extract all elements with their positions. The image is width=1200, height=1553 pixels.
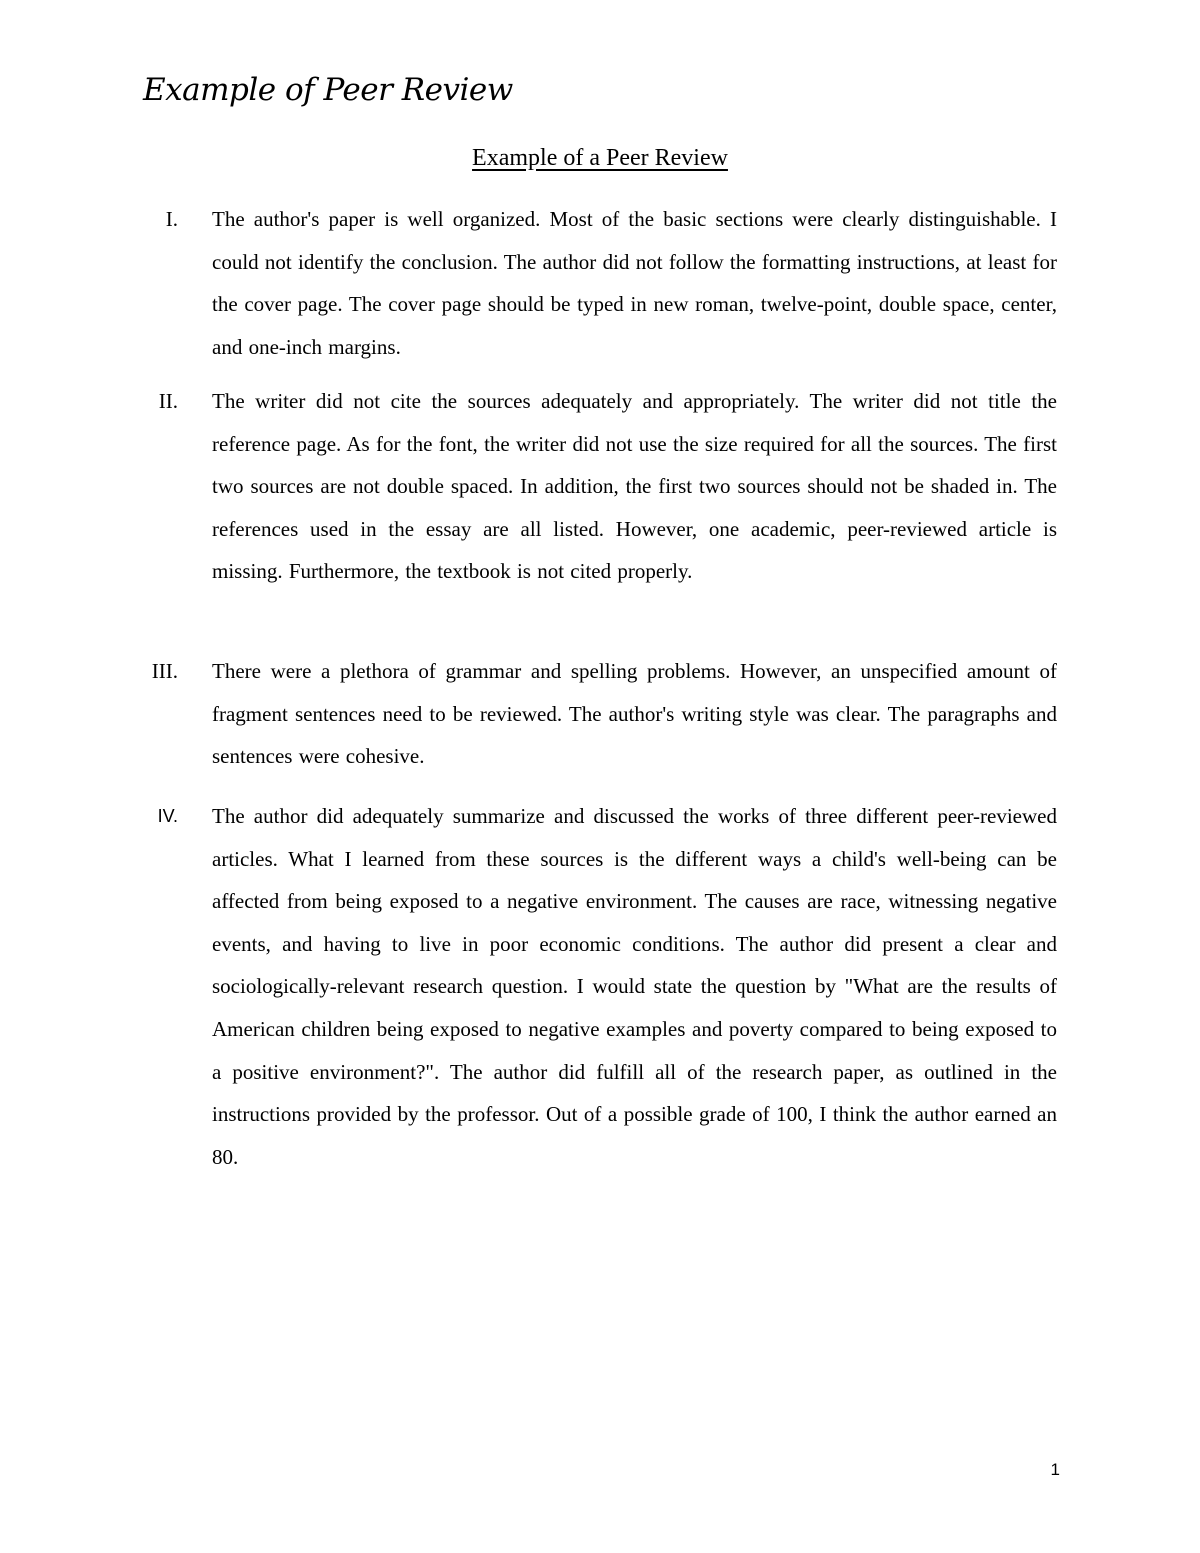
- item-numeral: I.: [165, 207, 178, 231]
- item-numeral: II.: [158, 389, 178, 413]
- item-numeral: III.: [151, 659, 178, 683]
- item-paragraph: The author did adequately summarize and discussed the works of three different peer-reviewed articles. What I learned from these sources is the different ways a child's well-being can be affected from being exposed to a negative environment. The causes are race, witnessing negative events, and having to live in poor economic conditions. The author did present a clear and sociologically-relevant research question. I would state the question by "What are the results of American children being exposed to negative examples and poverty compared to being exposed to a positive environment?". The author did fulfill all of the research paper, as outlined in the instructions provided by the professor. Out of a possible grade of 100, I think the author earned an 80.: [212, 804, 1057, 1169]
- document-title: Example of a Peer Review: [472, 145, 728, 171]
- page-number: 1: [1050, 1460, 1060, 1479]
- item-paragraph: The writer did not cite the sources adequately and appropriately. The writer did not title the reference page. As for the font, the writer did not use the size required for all the sources. The first two sources are not double spaced. In addition, the first two sources should not be shaded in. The references used in the essay are all listed. However, one academic, peer-reviewed article is missing. Furthermore, the textbook is not cited properly.: [212, 389, 1057, 584]
- item-paragraph: There were a plethora of grammar and spelling problems. However, an unspecified amount of fragment sentences need to be reviewed. The author's writing style was clear. The paragraphs and sentences were cohesive.: [212, 659, 1057, 769]
- item-numeral: IV.: [157, 806, 178, 826]
- page-header-title: Example of Peer Review: [143, 72, 513, 108]
- item-paragraph: The author's paper is well organized. Most of the basic sections were clearly distinguishable. I could not identify the conclusion. The author did not follow the formatting instructions, at least for the cover page. The cover page should be typed in new roman, twelve-point, double space, center, and one-inch margins.: [212, 207, 1057, 359]
